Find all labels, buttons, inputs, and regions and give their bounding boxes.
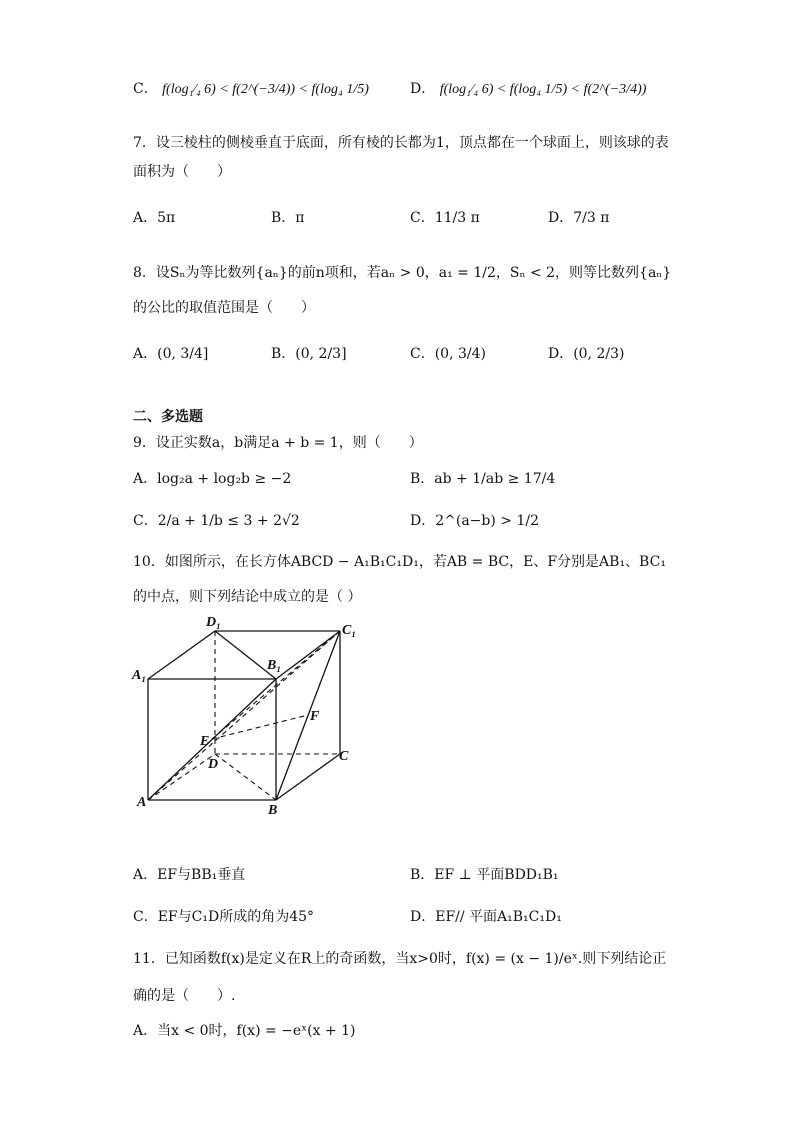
- label-c1: C₁: [342, 623, 357, 638]
- q6-option-d-label: D．: [410, 81, 436, 97]
- q6-option-c: [133, 78, 369, 98]
- edge-a-b1: [148, 679, 276, 800]
- q8-stem-line2: 的公比的取值范围是（ ）: [133, 300, 315, 316]
- q7-option-a: A．5π: [133, 210, 176, 226]
- q6-option-d-expr: f(log₁⁄₄ 6) < f(log₄ 1/5) < f(2^(−3/4)): [439, 82, 647, 97]
- q8-stem-line1: 8．设Sₙ为等比数列{aₙ}的前n项和，若aₙ > 0，a₁ = 1/2，Sₙ < 2，则等比数列{aₙ}: [133, 265, 672, 281]
- hidden-edge-d-b: [215, 754, 276, 800]
- q9-option-b: B．ab + 1/ab ≥ 17/4: [410, 471, 556, 487]
- q10-stem-line1: 10．如图所示，在长方体ABCD − A₁B₁C₁D₁，若AB = BC，E、F分别是AB₁、BC₁: [133, 554, 666, 570]
- edge-b-c: [276, 754, 340, 800]
- q10-option-a: A．EF与BB₁垂直: [133, 867, 246, 883]
- label-e: E: [200, 734, 210, 749]
- q7-option-d: D．7/3 π: [548, 210, 610, 226]
- q9-option-d: D．2^(a−b) > 1/2: [410, 513, 539, 529]
- q10-option-b: B．EF ⊥ 平面BDD₁B₁: [410, 867, 559, 883]
- edge-a1-d1: [148, 631, 215, 679]
- q7-stem-line2: 面积为（ ）: [133, 164, 231, 180]
- q6-option-c-expr: f(log₁⁄₄ 6) < f(2^(−3/4)) < f(log₄ 1/5): [162, 82, 369, 97]
- q11-stem-line1: 11．已知函数f(x)是定义在R上的奇函数，当x>0时，f(x) = (x − 1)/eˣ.则下列结论正: [133, 951, 667, 967]
- q6-option-c-label: C．: [133, 81, 158, 97]
- label-a: A: [137, 795, 147, 810]
- label-d1: D₁: [206, 615, 221, 630]
- q9-option-a: A．log₂a + log₂b ≥ −2: [133, 471, 292, 487]
- q8-option-a: A．(0, 3/4]: [133, 346, 209, 362]
- q6-option-d: [410, 78, 646, 98]
- edge-b-c1: [276, 631, 340, 800]
- hidden-edge-a-d: [148, 754, 215, 800]
- q7-option-c: C．11/3 π: [410, 210, 480, 226]
- label-f: F: [310, 709, 320, 724]
- q10-option-c: C．EF与C₁D所成的角为45°: [133, 909, 315, 925]
- label-d: D: [208, 757, 219, 772]
- label-c: C: [339, 749, 349, 764]
- label-b1: B₁: [267, 658, 282, 673]
- q9-option-c: C．2/a + 1/b ≤ 3 + 2√2: [133, 513, 300, 529]
- q8-option-b: B．(0, 2/3]: [271, 346, 347, 362]
- q10-cuboid-figure: [130, 612, 370, 822]
- section-heading-multiple-choice: 二、多选题: [133, 409, 203, 425]
- q7-stem-line1: 7．设三棱柱的侧棱垂直于底面，所有棱的长都为1，顶点都在一个球面上，则该球的表: [133, 135, 669, 151]
- q7-option-b: B．π: [271, 210, 305, 226]
- label-b: B: [268, 803, 278, 818]
- q11-option-a: A．当x < 0时，f(x) = −eˣ(x + 1): [133, 1023, 356, 1039]
- q10-option-d: D．EF// 平面A₁B₁C₁D₁: [410, 909, 562, 925]
- label-a1: A₁: [132, 668, 147, 683]
- q8-option-d: D．(0, 2/3): [548, 346, 625, 362]
- q8-option-c: C．(0, 3/4): [410, 346, 486, 362]
- q11-stem-line2: 确的是（ ）.: [133, 988, 236, 1004]
- q10-stem-line2: 的中点，则下列结论中成立的是（ ）: [133, 589, 362, 605]
- q9-stem: 9．设正实数a，b满足a + b = 1，则（ ）: [133, 435, 423, 451]
